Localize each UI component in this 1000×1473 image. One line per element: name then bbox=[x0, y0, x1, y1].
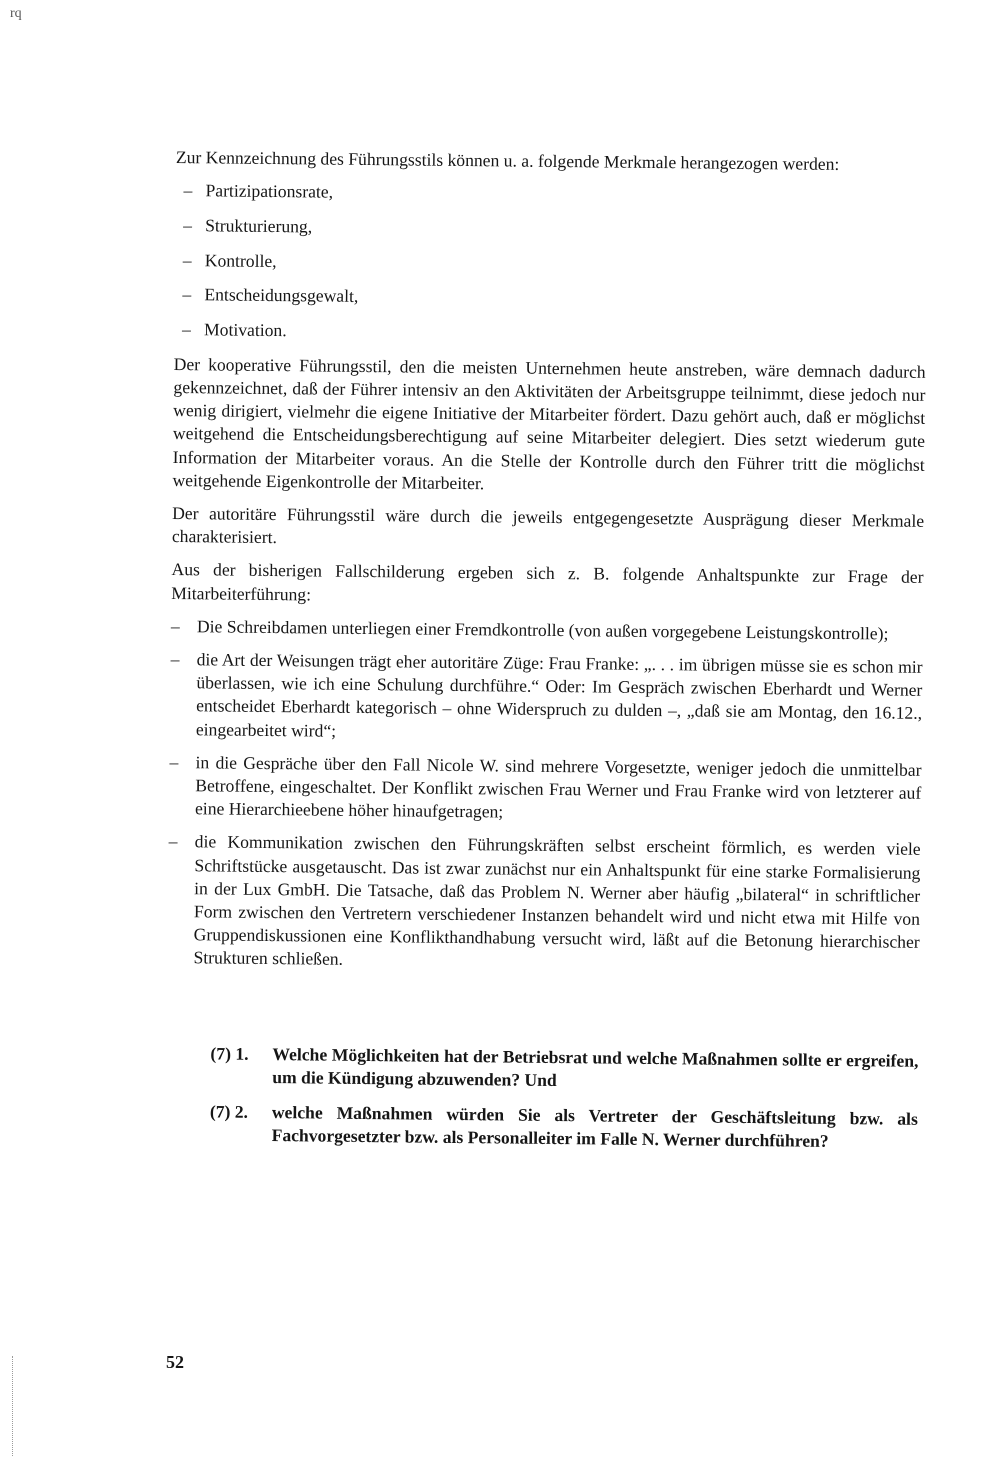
paragraph-kooperativ: Der kooperative Führungsstil, den die meisten Unternehmen heute anstreben, wäre demnach dadurch gekennzeichnet, daß der Führer intensiv an den Aktivitäten der Arbeitsgruppe teilnimmt, diese jedoch nur wenig dirigiert, vielmehr die eigene Initiative der Mitarbeiter fördert. Dazu gehört auch, daß er möglichst weitgehend die Entscheidungsberechtigung auf seine Mitarbeiter delegiert. Dies setzt wiederum gute Information der Mitarbeiter voraus. An die Stelle der Kontrolle durch den Führer tritt die möglichst weitgehende Eigenkontrolle der Mitarbeiter. bbox=[172, 353, 926, 493]
paragraph-anhalt-intro: Aus der bisherigen Fallschilderung ergeben sich z. B. folgende Anhaltspunkte zur Frage der Mitarbeiterführung: bbox=[171, 559, 924, 604]
list-item bbox=[182, 318, 926, 349]
list-item bbox=[183, 214, 927, 245]
dash-marker: – bbox=[183, 180, 193, 201]
merkmal-label: Motivation. bbox=[203, 319, 287, 341]
list-item bbox=[182, 283, 926, 314]
dash-marker: – bbox=[181, 319, 191, 340]
list-item bbox=[169, 751, 922, 828]
list-item bbox=[183, 249, 927, 280]
dash-marker: – bbox=[183, 214, 193, 236]
intro-paragraph: Zur Kennzeichnung des Führungsstils können u. a. folgende Merkmale herangezogen werden: bbox=[175, 146, 840, 174]
questions-block bbox=[210, 1042, 919, 1154]
dash-marker: – bbox=[170, 648, 180, 670]
anhaltspunkt-text: die Art der Weisungen trägt eher autoritäre Züge: Frau Franke: „. . . im übrigen müsse sie es schon mir überlassen, wie ich eine Schulung durchführe.“ Oder: Im Gespräch zwischen Eberhardt und Werner entscheidet Eberhardt kategorisch – ohne Widerspruch zu dulden –, „daß sie am Montag, den 16.12., eingearbeitet wird“; bbox=[195, 649, 923, 741]
merkmal-label: Partizipationsrate, bbox=[205, 180, 334, 202]
anhaltspunkt-text: in die Gespräche über den Fall Nicole W. sind mehrere Vorgesetzte, weniger jedoch die unmittelbar Betroffene, eingeschaltet. Der Konflikt zwischen Frau Werner und Frau Franke wird von letzterer auf eine Hierarchieebene höher hinaufgetragen; bbox=[194, 752, 922, 822]
list-item bbox=[167, 830, 920, 977]
anhaltspunkte-list bbox=[167, 615, 923, 978]
list-item bbox=[183, 179, 927, 210]
question-text: Welche Möglichkeiten hat der Betriebsrat und welche Maßnahmen sollte er ergreifen, um die Kündigung abzuwenden? Und bbox=[272, 1043, 919, 1090]
paragraph-autoritaer: Der autoritäre Führungsstil wäre durch die jeweils entgegengesetzte Ausprägung dieser Merkmale charakterisiert. bbox=[171, 502, 925, 548]
list-item bbox=[170, 648, 923, 749]
question-item bbox=[210, 1042, 918, 1096]
merkmal-label: Kontrolle, bbox=[204, 249, 277, 271]
question-marker: (7) 2. bbox=[209, 1101, 249, 1122]
anhaltspunkt-text: Die Schreibdamen unterliegen einer Fremdkontrolle (von außen vorgegebene Leistungskontrolle); bbox=[196, 615, 889, 644]
scan-edge-line bbox=[12, 1356, 13, 1456]
dash-marker: – bbox=[170, 615, 180, 636]
list-item bbox=[171, 615, 923, 646]
dash-marker: – bbox=[182, 249, 192, 270]
question-marker: (7) 1. bbox=[210, 1043, 249, 1064]
question-item bbox=[210, 1100, 918, 1154]
merkmal-label: Strukturierung, bbox=[205, 215, 313, 237]
dash-marker: – bbox=[169, 751, 179, 772]
question-text: welche Maßnahmen würden Sie als Vertreter der Geschäftsleitung bzw. als Fachvorgesetzter bzw. als Personalleiter im Falle N. Werner durchführen? bbox=[271, 1102, 918, 1152]
anhaltspunkt-text: die Kommunikation zwischen den Führungskräften selbst erscheint förmlich, es werden viele Schriftstücke ausgetauscht. Das ist zwar zunächst nur ein Anhaltspunkt für eine starke Formalisierung in der Lux GmbH. Die Tatsache, daß das Problem N. Werner aber häufig „bilateral“ in schriftlicher Form zwischen den Vertretern verschiedener Instanzen behandelt wird und nicht etwa mit Hilfe von Gruppendiskussionen eine Konflikthandhabung versucht wird, läßt auf die Betonung hierarchischer Strukturen schließen. bbox=[193, 831, 921, 970]
dash-marker: – bbox=[168, 831, 178, 852]
merkmale-list bbox=[174, 179, 928, 349]
dash-marker: – bbox=[182, 284, 192, 305]
page-number: 52 bbox=[166, 1352, 184, 1372]
corner-mark: rq bbox=[10, 6, 22, 21]
merkmal-label: Entscheidungsgewalt, bbox=[204, 284, 359, 307]
page-body bbox=[165, 146, 928, 1166]
